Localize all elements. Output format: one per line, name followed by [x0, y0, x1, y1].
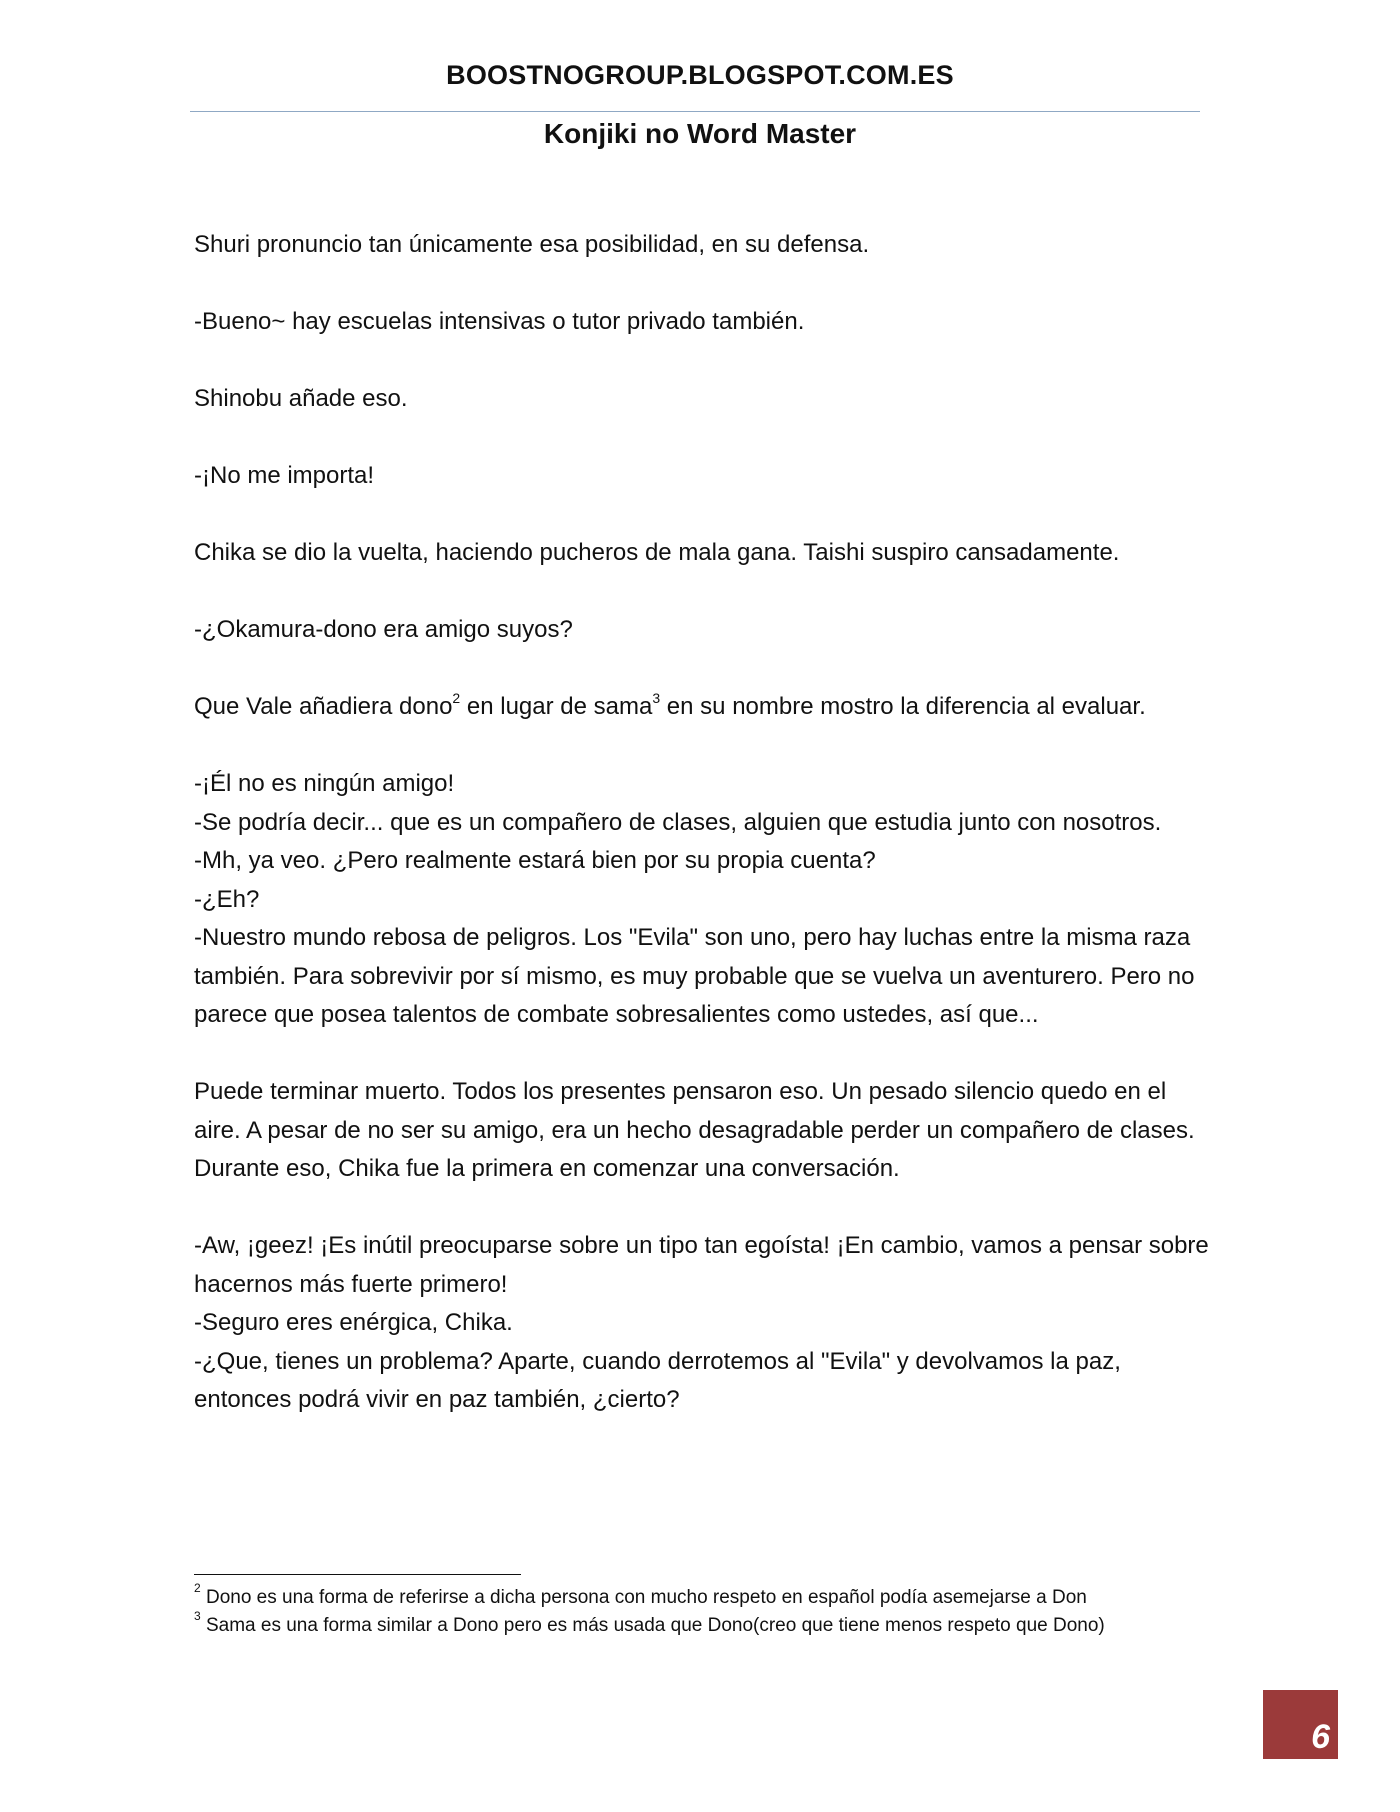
- paragraph: -Bueno~ hay escuelas intensivas o tutor privado también.: [194, 308, 805, 335]
- text-run: en su nombre mostro la diferencia al evaluar.: [660, 693, 1146, 720]
- page-number: 6: [1311, 1718, 1330, 1756]
- paragraph: Shinobu añade eso.: [194, 385, 408, 412]
- paragraph: -¿Eh?: [194, 885, 260, 913]
- chapter-body: [194, 226, 1214, 1420]
- text-run: en lugar de sama: [460, 693, 653, 720]
- paragraph: -¡Él no es ningún amigo!: [194, 770, 455, 797]
- paragraph-with-footnotes: [194, 688, 1214, 727]
- footnote: [194, 1608, 1214, 1640]
- page-number-badge: [1263, 1690, 1338, 1759]
- site-url: BOOSTNOGROUP.BLOGSPOT.COM.ES: [446, 60, 954, 90]
- paragraph: -¡No me importa!: [194, 462, 375, 489]
- paragraph: Durante eso, Chika fue la primera en comenzar una conversación.: [194, 1155, 900, 1182]
- footnote: [194, 1580, 1214, 1612]
- paragraph: Puede terminar muerto. Todos los presentes pensaron eso. Un pesado silencio quedo en el aire. A pesar de no ser su amigo, era un hecho desagradable perder un compañero de clases.: [194, 1078, 1195, 1144]
- document-title: Konjiki no Word Master: [543, 118, 857, 149]
- paragraph: -Aw, ¡geez! ¡Es inútil preocuparse sobre un tipo tan egoísta! ¡En cambio, vamos a pensar sobre hacernos más fuerte primero!: [194, 1232, 1209, 1298]
- site-header: [0, 60, 1400, 91]
- header-divider: [190, 111, 1200, 112]
- text-run: Que Vale añadiera dono: [194, 693, 453, 720]
- footnote-divider: [194, 1574, 521, 1575]
- footnote-marker: 2: [194, 1580, 201, 1595]
- page-number-underline: [1263, 1756, 1338, 1758]
- paragraph: -Nuestro mundo rebosa de peligros. Los "Evila" son uno, pero hay luchas entre la misma raza también. Para sobrevivir por sí mismo, es muy probable que se vuelva un aventurero. Pero no parece que posea talentos de combate sobresalientes como ustedes, así que...: [194, 924, 1195, 1028]
- footnote-text: Sama es una forma similar a Dono pero es más usada que Dono(creo que tiene menos respeto que Dono): [200, 1615, 1105, 1636]
- footnote-marker: 3: [194, 1608, 201, 1623]
- paragraph: Chika se dio la vuelta, haciendo pucheros de mala gana. Taishi suspiro cansadamente.: [194, 539, 1120, 566]
- footnote-ref[interactable]: 3: [652, 690, 661, 706]
- paragraph: -¿Okamura-dono era amigo suyos?: [194, 616, 573, 643]
- footnote-text: Dono es una forma de referirse a dicha persona con mucho respeto en español podía asemejarse a Don: [200, 1587, 1087, 1608]
- paragraph: -Se podría decir... que es un compañero de clases, alguien que estudia junto con nosotros.: [194, 808, 1162, 836]
- paragraph: -Seguro eres enérgica, Chika.: [194, 1309, 513, 1336]
- footnotes: [194, 1580, 1214, 1640]
- paragraph: -Mh, ya veo. ¿Pero realmente estará bien por su propia cuenta?: [194, 847, 876, 874]
- paragraph: -¿Que, tienes un problema? Aparte, cuando derrotemos al "Evila" y devolvamos la paz, entonces podrá vivir en paz también, ¿cierto?: [194, 1347, 1121, 1413]
- paragraph: Shuri pronuncio tan únicamente esa posibilidad, en su defensa.: [194, 231, 870, 258]
- footnote-ref[interactable]: 2: [452, 690, 461, 706]
